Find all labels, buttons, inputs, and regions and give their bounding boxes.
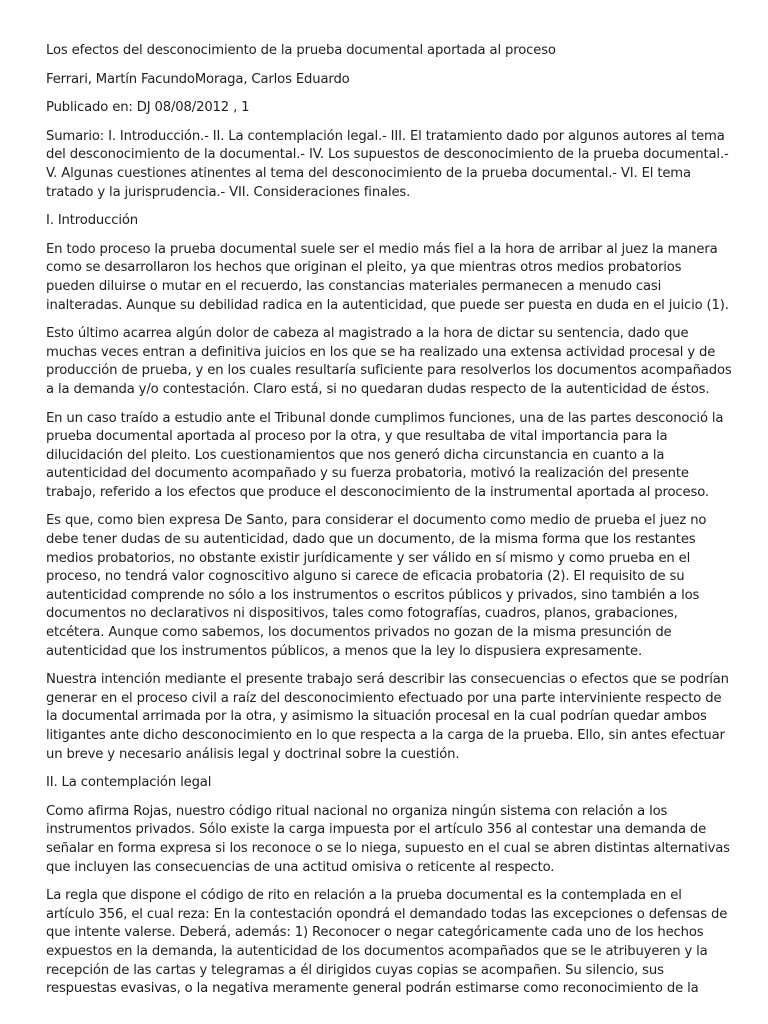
body-paragraph: Como afirma Rojas, nuestro código ritual nacional no organiza ningún sistema con relación a los instrumentos privados. Sólo existe la carga impuesta por el artículo 356 al contestar una demanda de señalar en forma expresa si los reconoce o se lo niega, supuesto en el cual se abren distintas alternativas que incluyen las consecuencias de una actitud omisiva o reticente al respecto. <box>46 803 730 875</box>
publication-info: Publicado en: DJ 08/08/2012 , 1 <box>46 100 250 116</box>
body-paragraph: Es que, como bien expresa De Santo, para considerar el documento como medio de prueba el juez no debe tener dudas de su autenticidad, dado que un documento, de la misma forma que los restantes medios probatorios, no obstante existir jurídicamente y ser válido en sí mismo y como prueba en el proceso, no tendrá valor cognoscitivo alguno si carece de eficacia probatoria (2). El requisito de su autenticidad comprende no sólo a los instrumentos o escritos públicos y privados, sino también a los documentos no declarativos ni dispositivos, tales como fotografías, cuadros, planos, grabaciones, etcétera. Aunque como sabemos, los documentos privados no gozan de la misma presunción de autenticidad que los instrumentos públicos, a menos que la ley lo dispusiera expresamente. <box>46 513 707 659</box>
section-heading-contemplacion-legal: II. La contemplación legal <box>46 775 212 791</box>
body-paragraph: Nuestra intención mediante el presente trabajo será describir las consecuencias o efectos que se podrían generar en el proceso civil a raíz del desconocimiento efectuado por una parte interviniente respecto de la documental arrimada por la otra, y asimismo la situación procesal en la cual podrían quedar ambos litigantes ante dicho desconocimiento en lo que respecta a la carga de la prueba. Ello, sin antes efectuar un breve y necesario análisis legal y doctrinal sobre la cuestión. <box>46 672 729 762</box>
summary-paragraph: Sumario: I. Introducción.- II. La contemplación legal.- III. El tratamiento dado por algunos autores al tema del desconocimiento de la documental.- IV. Los supuestos de desconocimiento de la prueba documental.- V. Algunas cuestiones atinentes al tema del desconocimiento de la prueba documental.- VI. El tema tratado y la jurisprudencia.- VII. Consideraciones finales. <box>46 128 729 200</box>
section-heading-introduccion: I. Introducción <box>46 213 138 229</box>
document-authors: Ferrari, Martín FacundoMoraga, Carlos Eduardo <box>46 71 350 87</box>
document-page <box>46 42 732 1009</box>
document-title: Los efectos del desconocimiento de la prueba documental aportada al proceso <box>46 43 556 58</box>
body-paragraph: La regla que dispone el código de rito en relación a la prueba documental es la contemplada en el artículo 356, el cual reza: En la contestación opondrá el demandado todas las excepciones o defensas de que intente valerse. Deberá, además: 1) Reconocer o negar categóricamente cada uno de los hechos expuestos en la demanda, la autenticidad de los documentos acompañados que se le atribuyeren y la recepción de las cartas y telegramas a él dirigidos cuyas copias se acompañen. Su silencio, sus respuestas evasivas, o la negativa meramente general podrán estimarse como reconocimiento de la <box>46 888 728 997</box>
body-paragraph: Esto último acarrea algún dolor de cabeza al magistrado a la hora de dictar su sentencia, dado que muchas veces entran a definitiva juicios en los que se ha realizado una extensa actividad procesal y de producción de prueba, y en los cuales resultaría suficiente para resolverlos los documentos acompañados a la demanda y/o contestación. Claro está, si no quedaran dudas respecto de la autenticidad de éstos. <box>46 326 732 397</box>
body-paragraph: En todo proceso la prueba documental suele ser el medio más fiel a la hora de arribar al juez la manera como se desarrollaron los hechos que originan el pleito, ya que mientras otros medios probatorios pueden diluirse o mutar en el recuerdo, las constancias materiales permanecen a menudo casi inalteradas. Aunque su debilidad radica en la autenticidad, que puede ser puesta en duda en el juicio (1). <box>46 241 729 313</box>
body-paragraph: En un caso traído a estudio ante el Tribunal donde cumplimos funciones, una de las partes desconoció la prueba documental aportada al proceso por la otra, y que resultaba de vital importancia para la dilucidación del pleito. Los cuestionamientos que nos generó dicha circunstancia en cuanto a la autenticidad del documento acompañado y su fuerza probatoria, motivó la realización del presente trabajo, referido a los efectos que produce el desconocimiento de la instrumental aportada al proceso. <box>46 410 724 500</box>
